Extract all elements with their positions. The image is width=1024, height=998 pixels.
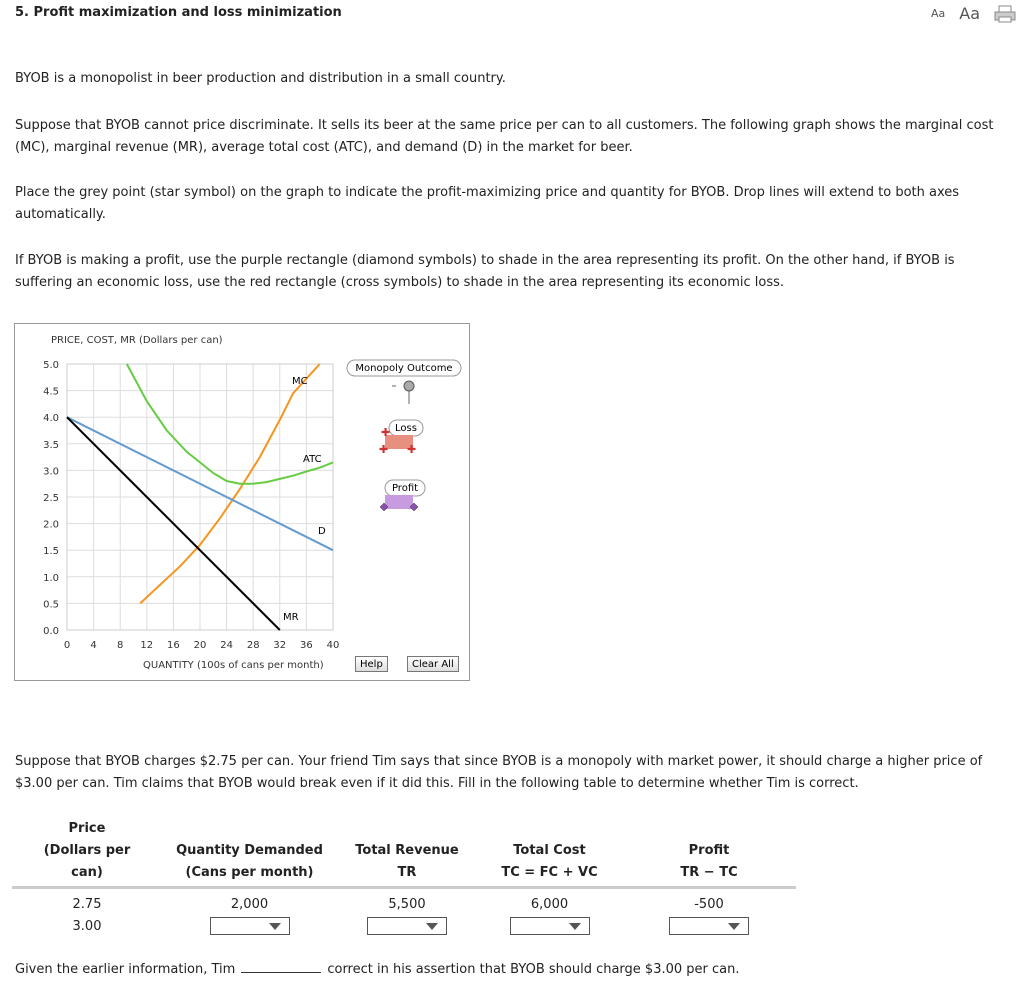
y-tick-label: 1.0 [43, 572, 59, 584]
profit-header: Profit TR − TC [622, 818, 796, 888]
conclusion-after: correct in his assertion that BYOB should charge $3.00 per can. [327, 962, 740, 977]
star-icon [404, 381, 414, 391]
revenue-cell: 5,500 [388, 896, 426, 912]
printer-icon[interactable] [994, 5, 1016, 23]
conclusion-before: Given the earlier information, Tim [15, 962, 236, 977]
tim-correct-dropdown[interactable] [241, 960, 321, 973]
price-header: Price (Dollars per can) [12, 818, 162, 888]
x-tick-label: 4 [90, 640, 97, 651]
mr-label: MR [283, 612, 299, 623]
y-tick-label: 4.0 [43, 413, 59, 425]
profit-table [12, 818, 796, 937]
intro-paragraph: BYOB is a monopolist in beer production and distribution in a small country. [15, 71, 506, 86]
cost-header: Total Cost TC = FC + VC [477, 818, 622, 888]
cost-cell: 6,000 [530, 896, 569, 912]
graph-description: Suppose that BYOB cannot price discriminate. It sells its beer at the same price per can to all customers. The following graph shows the marginal cost (MC), marginal revenue (MR), average total cost (ATC), and demand (D) in the market for beer. [15, 118, 994, 155]
monopoly-graph [15, 324, 469, 680]
profit-rectangle-tool[interactable] [380, 495, 418, 511]
price-cell: 2.75 [72, 896, 102, 912]
x-tick-label: 40 [326, 640, 340, 651]
x-tick-label: 16 [167, 640, 180, 651]
question-title: 5. Profit maximization and loss minimization [15, 5, 342, 20]
conclusion-sentence [15, 960, 740, 977]
x-tick-label: 12 [140, 640, 154, 651]
y-tick-label: 4.5 [43, 386, 59, 398]
y-tick-label: 2.0 [43, 519, 59, 531]
price-cell: 3.00 [72, 918, 102, 934]
cross-icon: ✚ [381, 426, 391, 439]
font-small-button[interactable]: Aa [930, 7, 946, 20]
profit-cell: -500 [694, 896, 724, 912]
x-tick-label: 8 [117, 640, 124, 651]
revenue-header: Total Revenue TR [337, 818, 477, 888]
y-tick-label: 5.0 [43, 360, 59, 371]
cross-icon: ✚ [379, 443, 389, 456]
quantity-header: Quantity Demanded (Cans per month) [162, 818, 337, 888]
tim-scenario: Suppose that BYOB charges $2.75 per can. Your friend Tim says that since BYOB is a monopoly with market power, it should charge a higher price of $3.00 per can. Tim claims that BYOB would break even if it did this. Fill in the following table to determine whether Tim is correct. [15, 754, 983, 791]
x-tick-label: 20 [193, 640, 207, 651]
x-axis-label: QUANTITY (100s of cans per month) [143, 660, 324, 671]
y-tick-label: 2.5 [43, 493, 59, 504]
mc-label: MC [292, 376, 308, 387]
profit-label: Profit [391, 483, 419, 494]
x-tick-label: 32 [273, 640, 287, 651]
toolbar [931, 4, 1016, 23]
x-tick-label: 28 [246, 640, 260, 651]
star-point-tool[interactable] [392, 381, 414, 404]
shade-instructions: If BYOB is making a profit, use the purple rectangle (diamond symbols) to shade in the area representing its profit. On the other hand, if BYOB is suffering an economic loss, use the red rectangle (cross symbols) to shade in the area representing its economic loss. [15, 253, 955, 290]
d-label: D [318, 526, 326, 537]
y-tick-label: 0.5 [43, 599, 59, 611]
cost-dropdown[interactable] [510, 917, 590, 935]
help-button[interactable]: Help [355, 656, 388, 672]
x-tick-label: 24 [220, 640, 233, 651]
quantity-dropdown[interactable] [210, 917, 290, 935]
cross-icon: ✚ [407, 443, 417, 456]
table-row [12, 888, 796, 916]
y-tick-label: 0.0 [43, 626, 59, 637]
y-tick-label: 3.5 [43, 439, 59, 451]
profit-dropdown[interactable] [669, 917, 749, 935]
atc-label: ATC [303, 454, 322, 465]
monopoly-outcome-label: Monopoly Outcome [355, 363, 453, 374]
loss-label: Loss [395, 423, 417, 434]
clear-all-button[interactable]: Clear All [407, 656, 459, 672]
table-row [12, 915, 796, 937]
x-tick-label: 36 [300, 640, 313, 651]
y-tick-label: 1.5 [43, 546, 59, 558]
revenue-dropdown[interactable] [367, 917, 447, 935]
graph-panel [14, 323, 470, 681]
y-tick-label: 3.0 [43, 466, 59, 478]
y-axis-label: PRICE, COST, MR (Dollars per can) [51, 335, 223, 346]
point-instructions: Place the grey point (star symbol) on the graph to indicate the profit-maximizing price and quantity for BYOB. Drop lines will extend to both axes automatically. [15, 185, 960, 222]
font-large-button[interactable]: Aa [959, 4, 980, 23]
x-tick-label: 0 [63, 640, 71, 651]
quantity-cell: 2,000 [230, 896, 269, 912]
mc-curve [140, 364, 320, 603]
